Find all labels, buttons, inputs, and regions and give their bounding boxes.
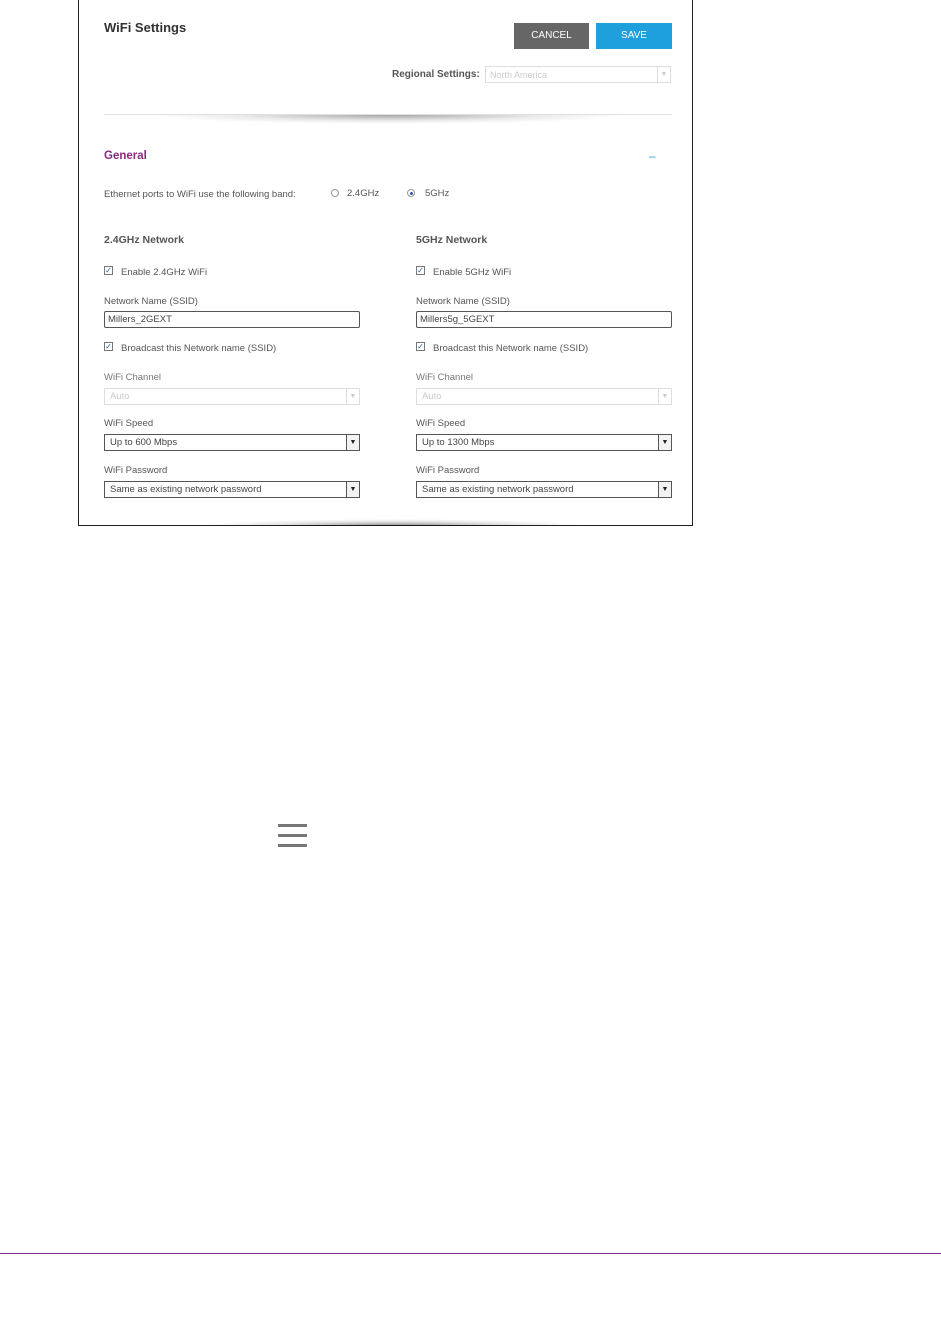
channel-5ghz-label: WiFi Channel xyxy=(416,372,474,383)
password-5ghz-label: WiFi Password xyxy=(416,465,480,476)
speed-24ghz-select[interactable] xyxy=(104,434,360,451)
speed-5ghz-label: WiFi Speed xyxy=(416,418,466,429)
checkmark-icon: ✓ xyxy=(105,342,112,351)
regional-settings-label: Regional Settings: xyxy=(392,69,480,80)
ssid-5ghz-label: Network Name (SSID) xyxy=(416,296,510,307)
channel-5ghz-value: Auto xyxy=(422,391,442,402)
enable-24ghz-checkbox[interactable] xyxy=(104,266,113,275)
footer-rule xyxy=(0,1253,941,1254)
enable-5ghz-label: Enable 5GHz WiFi xyxy=(433,267,512,278)
speed-5ghz-select[interactable] xyxy=(416,434,672,451)
menu-icon-bar xyxy=(278,824,307,827)
password-24ghz-value: Same as existing network password xyxy=(110,484,262,495)
ssid-24ghz-label: Network Name (SSID) xyxy=(104,296,198,307)
broadcast-24ghz-label: Broadcast this Network name (SSID) xyxy=(121,343,277,354)
enable-5ghz-checkbox[interactable] xyxy=(416,266,425,275)
channel-24ghz-label: WiFi Channel xyxy=(104,372,162,383)
broadcast-5ghz-checkbox[interactable] xyxy=(416,342,425,351)
chevron-down-icon: ▼ xyxy=(658,482,671,497)
section-title-general: General xyxy=(104,150,147,162)
broadcast-5ghz-label: Broadcast this Network name (SSID) xyxy=(433,343,589,354)
network-5ghz-title: 5GHz Network xyxy=(416,234,488,246)
ssid-24ghz-input[interactable]: Millers_2GEXT xyxy=(104,311,360,328)
divider-shadow xyxy=(149,115,629,124)
radio-5ghz[interactable] xyxy=(407,189,415,197)
chevron-down-icon: ▼ xyxy=(346,482,359,497)
enable-24ghz-label: Enable 2.4GHz WiFi xyxy=(121,267,208,278)
chevron-down-icon: ▼ xyxy=(657,67,670,82)
checkmark-icon: ✓ xyxy=(417,266,424,275)
radio-24ghz-label: 2.4GHz xyxy=(347,188,380,199)
password-24ghz-select[interactable] xyxy=(104,481,360,498)
wifi-settings-panel xyxy=(78,0,693,526)
regional-settings-select[interactable] xyxy=(485,66,671,83)
menu-icon xyxy=(278,824,307,848)
radio-24ghz[interactable] xyxy=(331,189,339,197)
ssid-5ghz-input[interactable]: Millers5g_5GEXT xyxy=(416,311,672,328)
checkmark-icon: ✓ xyxy=(105,266,112,275)
page-title: WiFi Settings xyxy=(104,20,187,35)
network-24ghz-title: 2.4GHz Network xyxy=(104,234,184,246)
password-5ghz-value: Same as existing network password xyxy=(422,484,574,495)
password-24ghz-label: WiFi Password xyxy=(104,465,168,476)
menu-icon-bar xyxy=(278,844,307,847)
speed-5ghz-value: Up to 1300 Mbps xyxy=(422,437,495,448)
radio-5ghz-label: 5GHz xyxy=(425,188,450,199)
regional-settings-value: North America xyxy=(490,70,548,80)
channel-24ghz-value: Auto xyxy=(110,391,130,402)
channel-24ghz-select[interactable] xyxy=(104,388,360,405)
collapse-toggle[interactable]: – xyxy=(649,149,656,163)
menu-icon-bar xyxy=(278,834,307,837)
panel-bottom-shadow xyxy=(199,519,589,526)
speed-24ghz-label: WiFi Speed xyxy=(104,418,154,429)
broadcast-24ghz-checkbox[interactable] xyxy=(104,342,113,351)
save-button[interactable]: SAVE xyxy=(596,23,672,49)
chevron-down-icon: ▼ xyxy=(346,435,359,450)
chevron-down-icon: ▼ xyxy=(658,389,671,404)
channel-5ghz-select[interactable] xyxy=(416,388,672,405)
chevron-down-icon: ▼ xyxy=(658,435,671,450)
password-5ghz-select[interactable] xyxy=(416,481,672,498)
chevron-down-icon: ▼ xyxy=(346,389,359,404)
cancel-button[interactable]: CANCEL xyxy=(514,23,589,49)
speed-24ghz-value: Up to 600 Mbps xyxy=(110,437,178,448)
checkmark-icon: ✓ xyxy=(417,342,424,351)
ethernet-band-label: Ethernet ports to WiFi use the following band: xyxy=(104,189,296,200)
